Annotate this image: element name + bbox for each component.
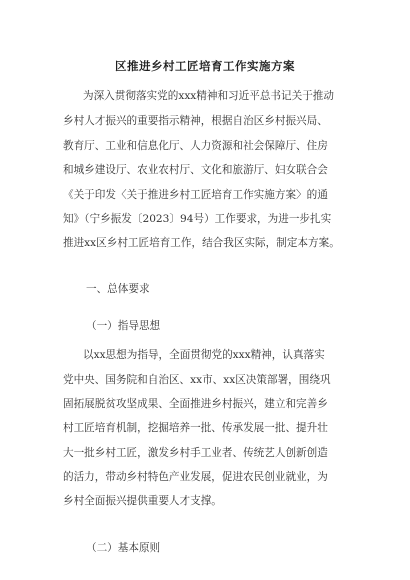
subsection-heading: （一）指导思想 [86,320,161,332]
subsection-heading: （二）基本原则 [86,542,161,554]
document-title: 区推进乡村工匠培育工作实施方案 [115,59,295,73]
section-heading: 一、总体要求 [86,283,150,295]
document-page: 区推进乡村工匠培育工作实施方案 为深入贯彻落实党的xxx精神和习近平总书记关于推动 乡村人才振兴的重要指示精神，根据自治区乡村振兴局、 教育厅、工业和信息化厅、人力资源和社会保障厅、住房 和城乡建设厅、农业农村厅、文化和旅游厅、妇女联合会 《关于印发〈关于推进乡村工匠培育工作实施方案〉的通 知》（宁乡振发〔2023〕94号）工作要求，为进一步扎实 推进xx区乡村工匠培育工作，结合我区实际，制定本方案。 一、总体要求 （一）指导思想 以xx思想为指导，全面贯彻党的xxx精神，认真落实 党中央、国务院和自治区、xx市、xx区决策部署，围绕巩 固拓展脱贫攻坚成果、全面推进乡村振兴，建立和完善乡 村工匠培育机制，挖掘培养一批、传承发展一批、提升壮 大一批乡村工匠，激发乡村手工业者、传统艺人创新创造 的活力，带动乡村特色产业发展，促进农民创业就业，为 乡村全面振兴提供重要人才支撑。 （二）基本原则 [0,0,410,580]
